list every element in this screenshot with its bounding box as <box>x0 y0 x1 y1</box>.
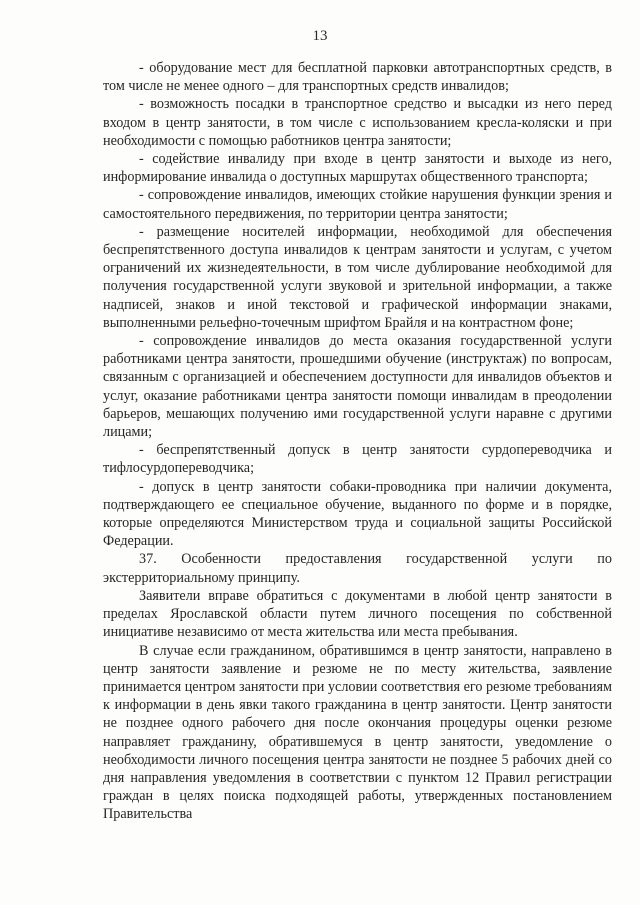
paragraph-parking: - оборудование мест для бесплатной парковки автотранспортных средств, в том числе не менее одного – для транспортных средств инвалидов; <box>103 60 612 95</box>
paragraph-section-37: 37. Особенности предоставления государственной услуги по экстерриториальному принципу. <box>103 551 612 586</box>
document-body <box>103 59 612 824</box>
page-number: 13 <box>312 28 328 44</box>
paragraph-guide-dog: - допуск в центр занятости собаки-проводника при наличии документа, подтверждающего ее специальное обучение, выданного по форме и в порядке, которые определяются Министерством труда и социальной защиты Российской Федерации. <box>103 478 612 550</box>
paragraph-boarding-vehicle: - возможность посадки в транспортное средство и высадки из него перед входом в центр занятости, в том числе с использованием кресла-коляски и при необходимости с помощью работников центра занятости; <box>103 96 612 149</box>
paragraph-sign-interpreter: - беспрепятственный допуск в центр занятости сурдопереводчика и тифлосурдопереводчика; <box>103 442 612 477</box>
paragraph-entry-assistance: - содействие инвалиду при входе в центр занятости и выходе из него, информирование инвалида о доступных маршрутах общественного транспорта; <box>103 151 612 186</box>
paragraph-applicants: Заявители вправе обратиться с документами в любой центр занятости в пределах Ярославской области путем личного посещения по собственной инициативе независимо от места жительства или места пребывания. <box>103 587 612 641</box>
paragraph-resume-case: В случае если гражданином, обратившимся в центр занятости, направлено в центр занятости заявление и резюме не по месту жительства, заявление принимается центром занятости при условии соответствия его резюме требованиям к информации в день явки такого гражданина в центр занятости. Центр занятости не позднее одного рабочего дня после окончания процедуры оценки резюме направляет гражданину, обратившемуся в центр занятости, уведомление о необходимости личного посещения центра занятости не позднее 5 рабочих дней со дня направления уведомления в соответствии с пунктом 12 Правил регистрации граждан в целях поиска подходящей работы, утвержденных постановлением Правительства <box>103 642 612 823</box>
paragraph-escort-territory: - сопровождение инвалидов, имеющих стойкие нарушения функции зрения и самостоятельного передвижения, по территории центра занятости; <box>103 187 612 222</box>
paragraph-escort-service: - сопровождение инвалидов до места оказания государственной услуги работниками центра занятости, прошедшими обучение (инструктаж) по вопросам, связанным с организацией и обеспечением доступности для инвалидов объектов и услуг, оказание работниками центра занятости помощи инвалидам в преодолении барьеров, мешающих получению ими государственной услуги наравне с другими лицами; <box>103 333 612 441</box>
paragraph-information-carriers: - размещение носителей информации, необходимой для обеспечения беспрепятственного доступа инвалидов к центрам занятости и услугам, с учетом ограничений их жизнедеятельности, в том числе дублирование необходимой для получения государственной услуги звуковой и зрительной информации, а также надписей, знаков и иной текстовой и графической информации знаками, выполненными рельефно-точечным шрифтом Брайля и на контрастном фоне; <box>103 223 612 331</box>
